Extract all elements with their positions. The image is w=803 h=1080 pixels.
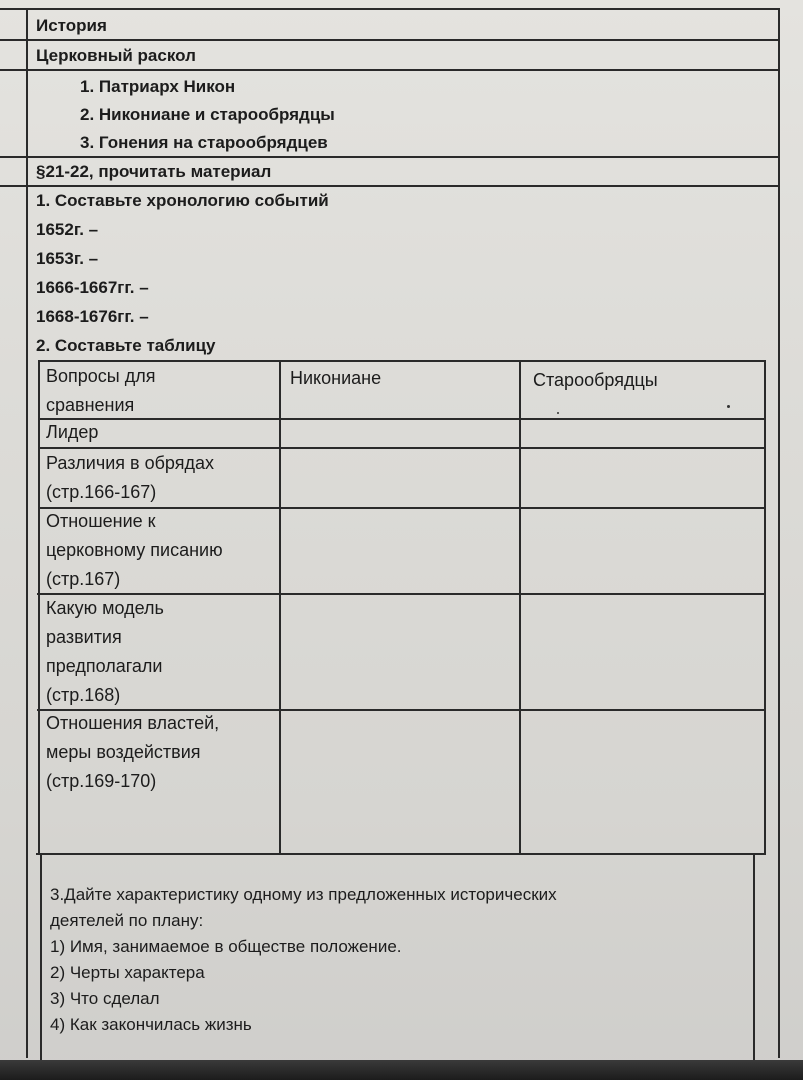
task3-left-rule (40, 855, 42, 1060)
col-header-questions-line2: сравнения (46, 395, 135, 415)
table-col-left (38, 360, 40, 855)
task3-item-3: 3) Что сделал (50, 989, 160, 1008)
row-label-authorities (46, 709, 219, 796)
topic-label: Церковный раскол (36, 46, 196, 65)
ink-speck-2 (557, 412, 559, 414)
row-label-scripture-line3: (стр.167) (46, 569, 121, 589)
date-1652: 1652г. – (36, 220, 99, 239)
row-label-leader (46, 418, 98, 447)
row-label-model-line1: Какую модель (46, 598, 164, 618)
task3-item-4: 4) Как закончилась жизнь (50, 1015, 252, 1034)
row-label-authorities-line3: (стр.169-170) (46, 771, 157, 791)
task3-item-1: 1) Имя, занимаемое в обществе положение. (50, 937, 402, 956)
row-label-model-line2: развития (46, 627, 122, 647)
rule-top (0, 8, 780, 10)
frame-left (26, 8, 28, 1058)
rule-3 (0, 156, 780, 158)
subject-label: История (36, 16, 107, 35)
col-header-questions (46, 362, 155, 420)
task2-title: 2. Составьте таблицу (36, 336, 216, 355)
task3-title-line2: деятелей по плану: (50, 911, 204, 930)
plan-item-2: 2. Никониане и старообрядцы (80, 105, 335, 124)
task3-right-rule (753, 855, 755, 1060)
col-header-old-believers: Старообрядцы (533, 370, 658, 390)
col-header-questions-line1: Вопросы для (46, 366, 156, 386)
task1-title: 1. Составьте хронологию событий (36, 191, 329, 210)
row-label-scripture-line2: церковному писанию (46, 540, 223, 560)
photo-bottom-edge (0, 1060, 803, 1080)
date-1653: 1653г. – (36, 249, 99, 268)
task3-block (50, 882, 557, 1038)
date-1666-1667: 1666-1667гг. – (36, 278, 149, 297)
table-col-right (764, 360, 766, 855)
row-label-model-line4: (стр.168) (46, 685, 121, 705)
row-label-rituals-line2: (стр.166-167) (46, 482, 157, 502)
rule-4 (0, 185, 780, 187)
row-label-scripture-line1: Отношение к (46, 511, 156, 531)
rule-2 (0, 69, 780, 71)
rule-1 (0, 39, 780, 41)
row-label-model (46, 594, 164, 710)
row-label-rituals-line1: Различия в обрядах (46, 453, 214, 473)
table-rule-bottom (36, 853, 766, 855)
date-1668-1676: 1668-1676гг. – (36, 307, 149, 326)
col-header-nikonians: Никониане (290, 368, 382, 388)
task3-item-2: 2) Черты характера (50, 963, 205, 982)
task3-title-line1: 3.Дайте характеристику одному из предложенных исторических (50, 885, 557, 904)
plan-item-3: 3. Гонения на старообрядцев (80, 133, 328, 152)
row-label-authorities-line2: меры воздействия (46, 742, 201, 762)
frame-right (778, 8, 780, 1058)
row-label-authorities-line1: Отношения властей, (46, 713, 220, 733)
plan-item-1: 1. Патриарх Никон (80, 77, 236, 96)
row-label-model-line3: предполагали (46, 656, 163, 676)
homework-label: §21-22, прочитать материал (36, 162, 272, 181)
table-col-1 (279, 360, 281, 855)
table-col-2 (519, 360, 521, 855)
row-label-scripture (46, 507, 223, 594)
ink-speck (727, 405, 730, 408)
row-label-leader-line1: Лидер (46, 422, 99, 442)
row-label-rituals (46, 449, 214, 507)
